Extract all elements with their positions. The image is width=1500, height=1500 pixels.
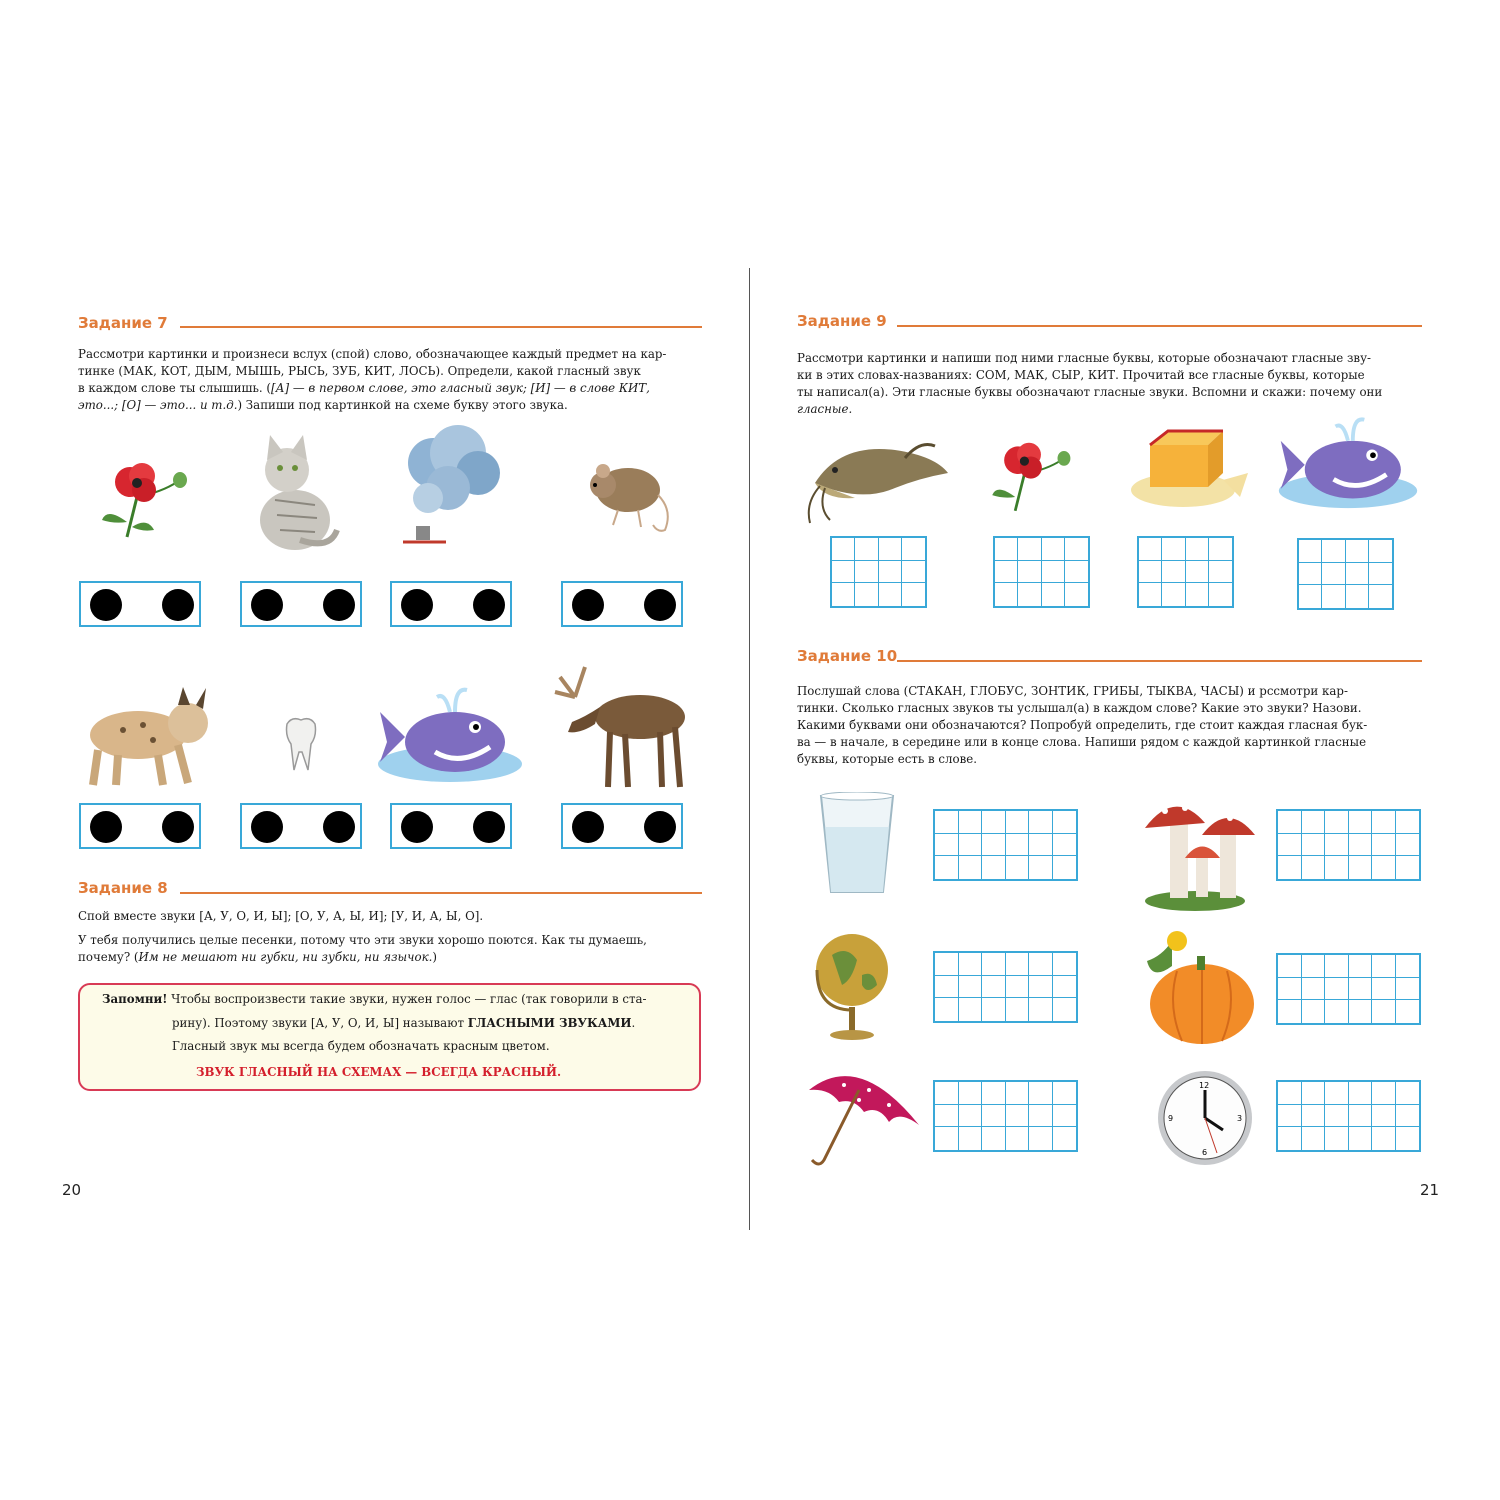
remember-box (78, 983, 701, 1091)
scheme-mysh[interactable] (561, 581, 683, 627)
answer-grid-stakan[interactable] (933, 809, 1078, 881)
answer-grid-globus[interactable] (933, 951, 1078, 1023)
sound-dot (251, 811, 283, 843)
cat-icon (245, 430, 345, 555)
page-number-left: 20 (62, 1181, 82, 1199)
scheme-kit[interactable] (390, 803, 512, 849)
answer-grid-kit[interactable] (1297, 538, 1394, 610)
clock-icon (1155, 1068, 1255, 1168)
page-number-right: 21 (1420, 1181, 1440, 1199)
task8-title: Задание 8 (78, 879, 168, 897)
sound-dot (323, 589, 355, 621)
memo-line2: рину). Поэтому звуки [А, У, О, И, Ы] называют ГЛАСНЫМИ ЗВУКАМИ. (172, 1016, 636, 1030)
mouse-icon (573, 455, 678, 535)
catfish-icon (800, 428, 952, 526)
globe-icon (812, 925, 892, 1043)
svg-text:12: 12 (1199, 1081, 1210, 1090)
task8-line2: У тебя получились целые песенки, потому что эти звуки хорошо поются. Как ты думаешь, (78, 933, 647, 947)
cheese-icon (1128, 425, 1250, 510)
sound-dot (251, 589, 283, 621)
sound-dot (323, 811, 355, 843)
task8-text (78, 932, 702, 966)
smoke-icon (398, 418, 508, 546)
task9-text (797, 350, 1422, 418)
answer-grid-som[interactable] (830, 536, 927, 608)
sound-dot (162, 589, 194, 621)
task10-rule (897, 660, 1422, 662)
task7-title: Задание 7 (78, 314, 168, 332)
task10-line4: ва — в начале, в середине или в конце слова. Напиши рядом с каждой картинкой гласные (797, 735, 1367, 749)
sound-dot (572, 589, 604, 621)
memo-line3: Гласный звук мы всегда будем обозначать красным цветом. (172, 1039, 550, 1053)
umbrella-icon (804, 1060, 922, 1172)
scheme-mak[interactable] (79, 581, 201, 627)
whale-icon (375, 682, 525, 784)
sound-dot (473, 811, 505, 843)
poppy-icon (92, 452, 192, 542)
task8-rule (180, 892, 702, 894)
task10-line3: Какими буквами они обозначаются? Попробуй определить, где стоит каждая гласная бук- (797, 718, 1368, 732)
answer-grid-chasy[interactable] (1276, 1080, 1421, 1152)
mushrooms-icon (1140, 793, 1260, 911)
scheme-rys[interactable] (79, 803, 201, 849)
answer-grid-tykva[interactable] (1276, 953, 1421, 1025)
tooth-icon (284, 716, 318, 772)
whale-icon (1273, 412, 1423, 510)
memo-rule-red: ЗВУК ГЛАСНЫЙ НА СХЕМАХ — ВСЕГДА КРАСНЫЙ. (196, 1065, 562, 1079)
scheme-dym[interactable] (390, 581, 512, 627)
svg-text:6: 6 (1202, 1148, 1208, 1157)
task10-line2: тинки. Сколько гласных звуков ты услышал(а) в каждом слове? Какие это звуки? Назови. (797, 701, 1362, 715)
lynx-icon (78, 685, 216, 790)
task7-rule (180, 326, 702, 328)
task9-rule (897, 325, 1422, 327)
task10-line1: Послушай слова (СТАКАН, ГЛОБУС, ЗОНТИК, ГРИБЫ, ТЫКВА, ЧАСЫ) и рссмотри кар- (797, 684, 1348, 698)
answer-grid-syr[interactable] (1137, 536, 1234, 608)
page-divider (749, 268, 750, 1230)
task7-line2: тинке (МАК, КОТ, ДЫМ, МЫШЬ, РЫСЬ, ЗУБ, КИТ, ЛОСЬ). Определи, какой гласный звук (78, 364, 641, 378)
sound-dot (90, 811, 122, 843)
task9-line1: Рассмотри картинки и напиши под ними гласные буквы, которые обозначают гласные зву- (797, 351, 1371, 365)
sound-dot (401, 811, 433, 843)
task7-line3: в каждом слове ты слышишь. ([А] — в первом слове, это гласный звук; [И] — в слове КИТ, (78, 381, 650, 395)
glass-icon (815, 792, 899, 898)
task7-line4: это...; [О] — это... и т.д.) Запиши под картинкой на схеме букву этого звука. (78, 398, 568, 412)
poppy-icon (983, 430, 1075, 518)
sound-dot (473, 589, 505, 621)
sound-dot (401, 589, 433, 621)
svg-text:3: 3 (1237, 1114, 1243, 1123)
sound-dot (162, 811, 194, 843)
answer-grid-griby[interactable] (1276, 809, 1421, 881)
sound-dot (644, 811, 676, 843)
sound-dot (572, 811, 604, 843)
task10-line5: буквы, которые есть в слове. (797, 752, 977, 766)
task9-line4: гласные. (797, 402, 853, 416)
task10-title: Задание 10 (797, 647, 898, 665)
answer-grid-zontik[interactable] (933, 1080, 1078, 1152)
answer-grid-mak[interactable] (993, 536, 1090, 608)
task10-text (797, 683, 1422, 768)
task8-line3: почему? (Им не мешают ни губки, ни зубки, ни язычок.) (78, 950, 437, 964)
sound-dot (90, 589, 122, 621)
task9-title: Задание 9 (797, 312, 887, 330)
scheme-zub[interactable] (240, 803, 362, 849)
svg-text:9: 9 (1168, 1114, 1174, 1123)
task8-line1: Спой вместе звуки [А, У, О, И, Ы]; [О, У, А, Ы, И]; [У, И, А, Ы, О]. (78, 909, 484, 923)
moose-icon (550, 662, 698, 790)
task9-line3: ты написал(а). Эти гласные буквы обозначают гласные звуки. Вспомни и скажи: почему они (797, 385, 1383, 399)
task7-text (78, 346, 702, 414)
scheme-los[interactable] (561, 803, 683, 849)
pumpkin-icon (1142, 926, 1257, 1048)
task9-line2: ки в этих словах-названиях: СОМ, МАК, СЫР, КИТ. Прочитай все гласные буквы, которые (797, 368, 1365, 382)
sound-dot (644, 589, 676, 621)
memo-line1: Запомни! Чтобы воспроизвести такие звуки, нужен голос — глас (так говорили в ста- (102, 992, 647, 1006)
scheme-kot[interactable] (240, 581, 362, 627)
task7-line1: Рассмотри картинки и произнеси вслух (спой) слово, обозначающее каждый предмет на кар- (78, 347, 667, 361)
